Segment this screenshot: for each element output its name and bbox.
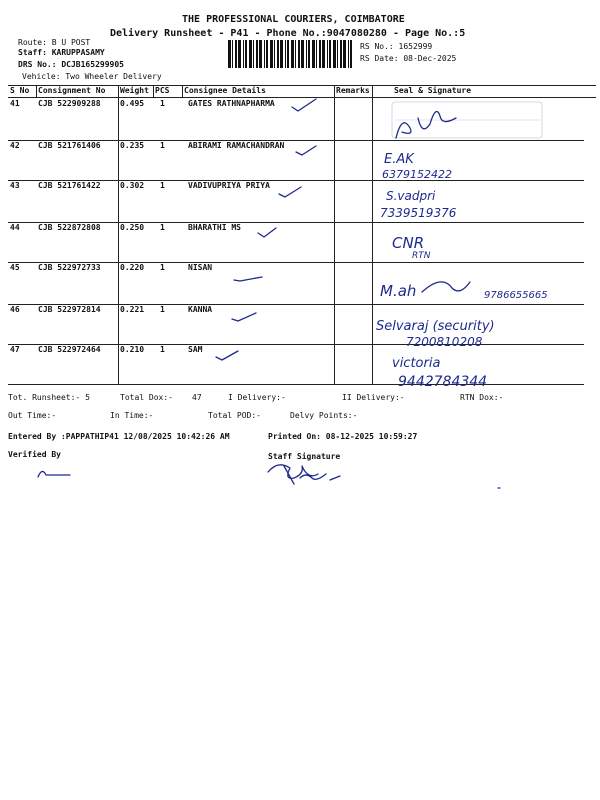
cell-pcs: 1 [160,263,165,272]
route-label: Route: B U POST [18,38,91,47]
drs-number: DRS No.: DCJB165299905 [18,60,124,69]
cell-consignee: ABIRAMI RAMACHANDRAN [188,141,285,150]
cell-weight: 0.220 [120,263,145,272]
hw-r43-name: S.vadpri [386,189,436,203]
entered-by: Entered By :PAPPATHIP41 12/08/2025 10:42:26 AM [8,432,230,441]
hw-r47-phone: 9442784344 [398,374,488,390]
cell-weight: 0.221 [120,305,145,314]
cell-sno: 46 [10,305,20,314]
out-time: Out Time:- [8,411,57,420]
cell-sno: 47 [10,345,20,354]
col-seal-signature: Seal & Signature [394,86,472,95]
tot-runsheet: Tot. Runsheet:- 5 [8,393,90,402]
delvy-points: Delvy Points:- [290,411,358,420]
cell-consignment: CJB 522872808 [38,223,101,232]
staff-signature [268,465,340,484]
cell-pcs: 1 [160,345,165,354]
cell-sno: 43 [10,181,20,190]
col-sno: S No [10,86,30,95]
cell-pcs: 1 [160,141,165,150]
i-delivery: I Delivery:- [228,393,286,402]
cell-sno: 42 [10,141,20,150]
cell-weight: 0.210 [120,345,145,354]
cell-weight: 0.250 [120,223,145,232]
check-mark-icon [292,99,316,111]
check-mark-icon [232,313,256,321]
cell-pcs: 1 [160,305,165,314]
col-remarks: Remarks [336,86,370,95]
cell-consignee: SAM [188,345,203,354]
total-pod: Total POD:- [208,411,261,420]
col-consignment: Consignment No [38,86,106,95]
cell-consignment: CJB 521761422 [38,181,101,190]
cell-sno: 45 [10,263,20,272]
cell-consignment: CJB 521761406 [38,141,101,150]
hw-r45-phone: 9786655665 [484,290,548,301]
hw-r42-name: E.AK [384,152,414,167]
cell-weight: 0.235 [120,141,145,150]
verified-by-label: Verified By [8,450,61,459]
cell-weight: 0.495 [120,99,145,108]
cell-consignee: KANNA [188,305,213,314]
col-consignee: Consignee Details [184,86,266,95]
vehicle-label: Vehicle: Two Wheeler Delivery [22,72,162,81]
hw-r43-phone: 7339519376 [380,206,457,220]
runsheet-subtitle: Delivery Runsheet - P41 - Phone No.:9047080280 - Page No.:5 [110,28,466,39]
signature-45 [422,282,470,292]
rs-date: RS Date: 08-Dec-2025 [360,54,457,63]
rtn-dox: RTN Dox:- [460,393,504,402]
total-dox-label: Total Dox:- [120,393,173,402]
hw-r45-name: M.ah [380,282,417,300]
staff-signature-label: Staff Signature [268,452,341,461]
cell-sno: 41 [10,99,20,108]
cell-pcs: 1 [160,223,165,232]
hw-r42-phone: 6379152422 [382,168,452,181]
check-mark-icon [296,146,316,155]
company-name: THE PROFESSIONAL COURIERS, COIMBATORE [182,14,405,25]
col-weight: Weight [120,86,149,95]
cell-consignee: GATES RATHNAPHARMA [188,99,275,108]
cell-pcs: 1 [160,99,165,108]
hw-r46-phone: 7200810208 [406,335,483,349]
cell-pcs: 1 [160,181,165,190]
hw-r44-name: CNR [392,234,425,252]
hw-r47-name: victoria [392,356,441,371]
total-dox-value: 47 [192,393,202,402]
hw-r46-name: Selvaraj (security) [376,319,495,334]
printed-on: Printed On: 08-12-2025 10:59:27 [268,432,418,441]
ii-delivery: II Delivery:- [342,393,405,402]
cell-consignee: VADIVUPRIYA PRIYA [188,181,270,190]
seal-stamp [392,102,542,138]
cell-consignment: CJB 522909288 [38,99,101,108]
cell-consignment: CJB 522972814 [38,305,101,314]
cell-weight: 0.302 [120,181,145,190]
col-pcs: PCS [155,86,170,95]
cell-consignment: CJB 522972733 [38,263,101,272]
cell-consignee: NISAN [188,263,213,272]
cell-consignee: BHARATHI MS [188,223,241,232]
cell-sno: 44 [10,223,20,232]
check-mark-icon [234,277,262,281]
signature-41 [396,112,456,139]
in-time: In Time:- [110,411,154,420]
check-mark-icon [216,351,238,360]
verified-signature [38,471,70,477]
staff-label: Staff: KARUPPASAMY [18,48,105,57]
hw-r44-rtn: RTN [412,251,431,261]
rs-number: RS No.: 1652999 [360,42,433,51]
check-mark-icon [258,228,276,237]
check-mark-icon [279,187,301,197]
cell-consignment: CJB 522972464 [38,345,101,354]
